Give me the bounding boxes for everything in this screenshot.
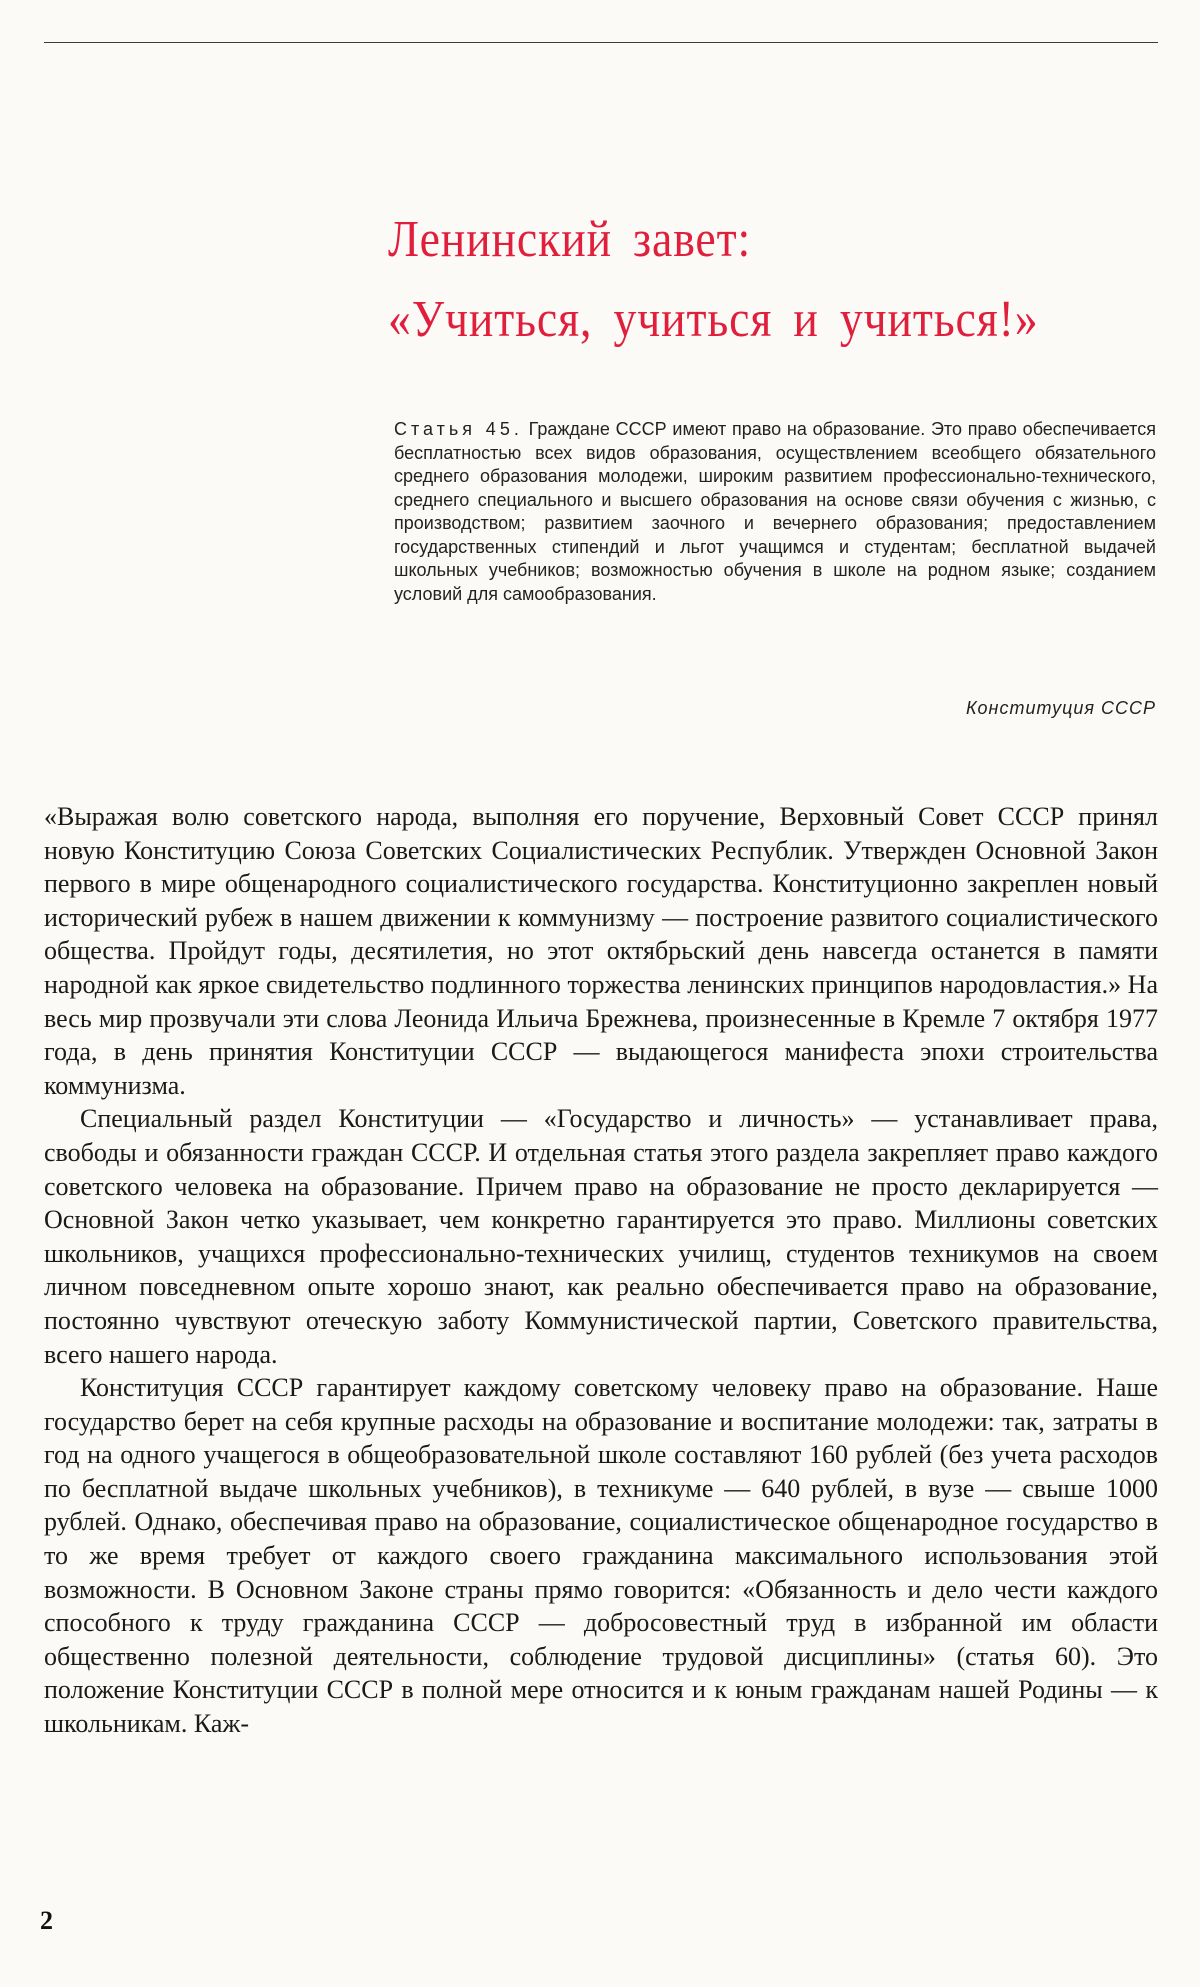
paragraph-2: Специальный раздел Конституции — «Государство и личность» — устанавливает права, свободы и обязанности граждан СССР. И отдельная статья этого раздела закрепляет право каждого советского человека на образование. Причем право на образование не просто декларируется — Основной Закон четко указывает, чем конкретно гарантируется это право. Миллионы советских школьников, учащихся профессионально-технических училищ, студентов техникумов на своем личном повседневном опыте хорошо знают, как реально обеспечивается право на образование, постоянно чувствуют отеческую заботу Коммунистической партии, Советского правительства, всего нашего народа.	[44, 1104, 1158, 1369]
epigraph-text	[394, 418, 1156, 606]
title-line-1: Ленинский завет:	[388, 211, 752, 268]
paragraph-3: Конституция СССР гарантирует каждому советскому человеку право на образование. Наше государство берет на себя крупные расходы на образование и воспитание молодежи: так, затраты в год на одного учащегося в общеобразовательной школе составляют 160 рублей (без учета расходов по бесплатной выдаче школьных учебников), в техникуме — 640 рублей, в вузе — свыше 1000 рублей. Однако, обеспечивая право на образование, социалистическое общенародное государство в то же время требует от каждого своего гражданина максимального использования этой возможности. В Основном Законе страны прямо говорится: «Обязанность и дело чести каждого способного к труду гражданина СССР — добросовестный труд в избранной им области общественно полезной деятельности, соблюдение трудовой дисциплины» (статья 60). Это положение Конституции СССР в полной мере относится и к юным гражданам нашей Родины — к школьникам. Каж-	[44, 1373, 1158, 1739]
top-rule	[44, 42, 1158, 43]
main-text	[44, 800, 1158, 1741]
title-line-2: «Учиться, учиться и учиться!»	[388, 291, 1039, 348]
paragraph-1: «Выражая волю советского народа, выполняя его поручение, Верховный Совет СССР принял новую Конституцию Союза Советских Социалистических Республик. Утвержден Основной Закон первого в мире общенародного социалистического государства. Конституционно закреплен новый исторический рубеж в нашем движении к коммунизму — построение развитого социалистического общества. Пройдут годы, десятилетия, но этот октябрьский день навсегда останется в памяти народной как яркое свидетельство подлинного торжества ленинских принципов народовластия.» На весь мир прозвучали эти слова Леонида Ильича Брежнева, произнесенные в Кремле 7 октября 1977 года, в день принятия Конституции СССР — выдающегося манифеста эпохи строительства коммунизма.	[44, 802, 1158, 1100]
epigraph	[394, 418, 1156, 606]
epigraph-attribution: Конституция СССР	[965, 698, 1156, 718]
page-number: 2	[40, 1906, 53, 1935]
article-label: Статья 45.	[394, 419, 523, 439]
page-title	[388, 200, 1074, 360]
epigraph-body: Граждане СССР имеют право на образование. Это право обеспечивается бесплатностью всех видов образования, осуществлением всеобщего обязательного среднего образования молодежи, широким развитием профессионально-технического, среднего специального и высшего образования на основе связи обучения с жизнью, с производством; развитием заочного и вечернего образования; предоставлением государственных стипендий и льгот учащимся и студентам; бесплатной выдачей школьных учебников; возможностью обучения в школе на родном языке; созданием условий для самообразования.	[394, 419, 1156, 604]
